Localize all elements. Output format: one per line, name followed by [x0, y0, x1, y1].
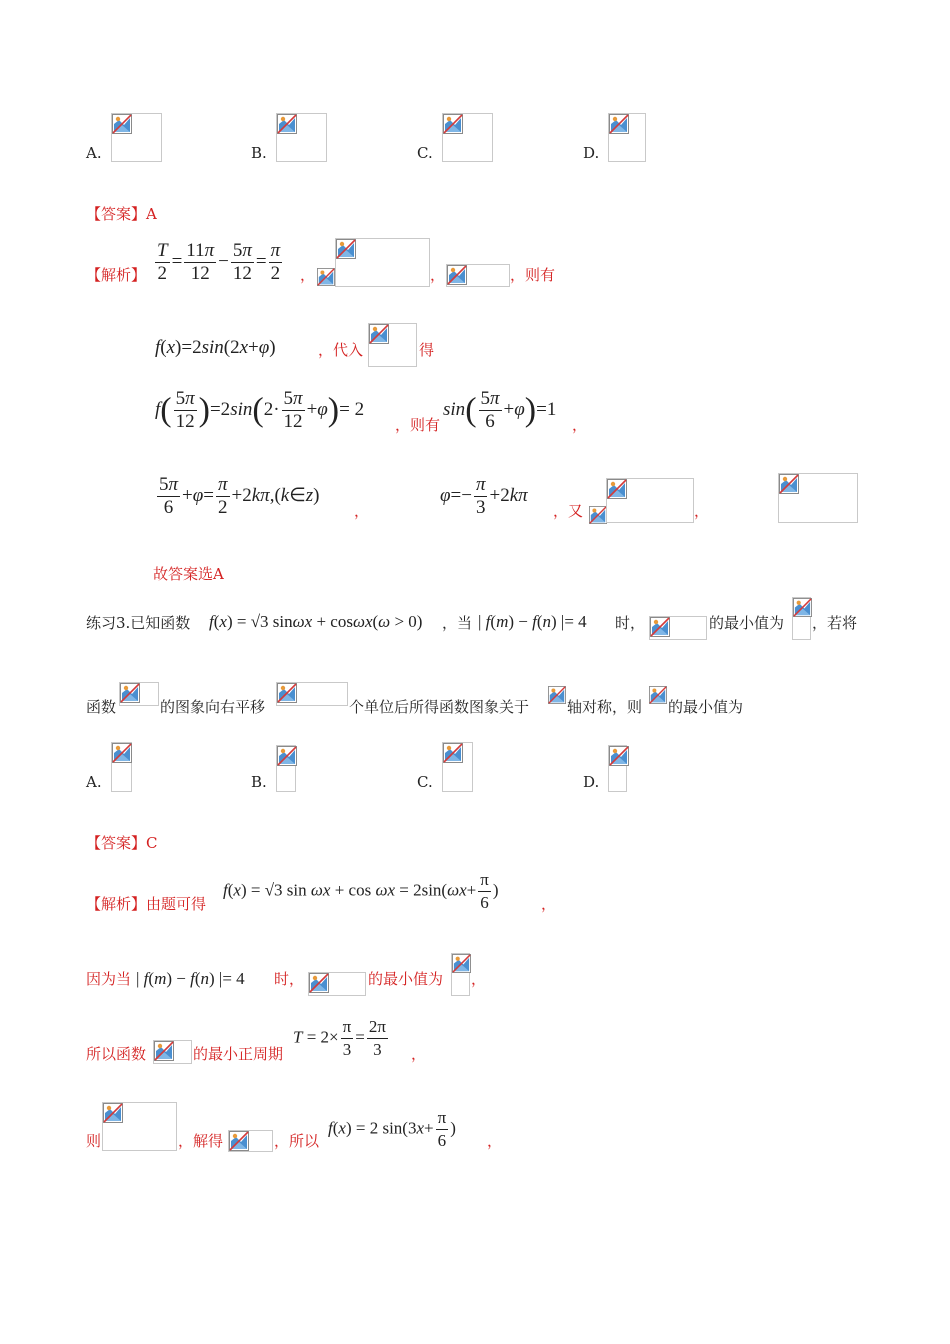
broken-image-icon	[277, 746, 297, 766]
option-b-image	[276, 113, 327, 162]
broken-image-icon	[154, 1041, 174, 1061]
comma-5: ，	[694, 502, 710, 520]
q3-analysis-shi: 时，	[274, 970, 305, 988]
option-b-label: B.	[251, 144, 267, 162]
q3-analysis-min-value: 的最小值为	[368, 970, 444, 988]
q3-shi: 时，	[615, 614, 646, 632]
broken-image-icon	[443, 743, 463, 763]
broken-image-icon	[277, 114, 297, 134]
broken-image-icon	[336, 239, 356, 259]
because-when: 因为当	[86, 970, 132, 988]
q3-hanshu: 函数	[86, 698, 117, 716]
then-have-2: ，则有	[395, 416, 441, 434]
broken-image-icon	[452, 954, 471, 973]
q3-min-value: 的最小值为	[709, 614, 785, 632]
option-a-label: A.	[86, 144, 102, 162]
q3-analysis-line	[86, 895, 206, 913]
broken-image-icon	[650, 617, 670, 637]
formula-image	[102, 1102, 177, 1151]
formula-image	[792, 597, 811, 640]
formula-sin-5pi-6: sin( $\frac{5\pi}{6}$ +φ)=1	[443, 388, 557, 432]
formula-q3-diff-2: | f(m) − f(n) |= 4	[136, 969, 245, 988]
broken-image-icon	[607, 479, 627, 499]
q3-option-c-image	[442, 742, 473, 792]
formula-image	[153, 1040, 192, 1064]
formula-image	[446, 264, 510, 287]
formula-image	[308, 972, 366, 996]
formula-image	[778, 473, 858, 523]
broken-image-icon	[112, 114, 132, 134]
q3-option-a-label: A.	[86, 773, 102, 791]
formula-image	[451, 953, 470, 996]
comma-2: ，	[430, 266, 446, 284]
option-c-image	[442, 113, 493, 162]
analysis-tag: 【解析】	[86, 266, 147, 284]
q3-title: 练习3.已知函数	[86, 614, 191, 632]
formula-image	[368, 323, 417, 367]
answer-value: C	[146, 834, 158, 852]
q3-option-d-label: D.	[583, 773, 600, 791]
formula-image	[649, 616, 707, 640]
broken-image-icon	[120, 683, 140, 703]
min-period: 的最小正周期	[193, 1045, 284, 1063]
q3-axis-sym: 轴对称，则	[567, 698, 643, 716]
then-have: ，则有	[510, 266, 556, 284]
comma-6: ，	[541, 895, 557, 913]
broken-image-icon	[317, 268, 335, 286]
formula-q3-fx: f(x) = √3 sinωx + cosωx(ω > 0)	[209, 612, 423, 631]
comma-9: ，	[487, 1132, 503, 1150]
comma-3: ，	[572, 416, 588, 434]
comma-4: ，	[354, 502, 370, 520]
broken-image-icon	[369, 324, 389, 344]
formula-period: T = 2× $\frac{\pi}{3}$ = $\frac{2\pi}{3}$	[293, 1017, 386, 1059]
option-c-label: C.	[417, 144, 433, 162]
q3-answer-line	[86, 834, 158, 852]
formula-image	[276, 682, 348, 706]
formula-f-5pi-12: f( $\frac{5\pi}{12}$ )=2sin(2· $\frac{5\pi}{12}$ +φ)= 2	[155, 388, 365, 432]
also-text: ，又	[553, 502, 584, 520]
q3-option-c-label: C.	[417, 773, 433, 791]
broken-image-icon	[548, 686, 566, 704]
q3-units-after: 个单位后所得函数图象关于	[349, 698, 530, 716]
answer-line	[86, 205, 157, 223]
broken-image-icon	[103, 1103, 123, 1123]
q3-option-b-image	[276, 745, 296, 792]
q3-min-value-2: 的最小值为	[668, 698, 744, 716]
comma-8: ，	[411, 1045, 427, 1063]
q3-when: ，当	[442, 614, 473, 632]
answer-tag: 【答案】	[86, 205, 147, 223]
suoyi-text: ，所以	[274, 1132, 320, 1150]
formula-phi-general: $\frac{5\pi}{6}$ +φ= $\frac{\pi}{2}$ +2kπ,(k∈z)	[159, 474, 320, 518]
broken-image-icon	[589, 506, 607, 524]
formula-q3-transform: f(x) = √3 sin ωx + cos ωx = 2sin(ωx+ $\frac{\pi}{6}$ )	[223, 870, 499, 912]
option-d-image	[608, 113, 646, 162]
jiede-text: ，解得	[178, 1132, 224, 1150]
broken-image-icon	[609, 114, 629, 134]
formula-phi-solution: φ=− $\frac{\pi}{3}$ +2kπ	[440, 474, 528, 518]
analysis-lead: 由题可得	[146, 895, 207, 913]
formula-image	[606, 478, 694, 523]
option-a-image	[111, 113, 162, 162]
answer-tag: 【答案】	[86, 834, 147, 852]
formula-image	[335, 238, 430, 287]
answer-value: A	[146, 205, 157, 223]
so-fn: 所以函数	[86, 1045, 147, 1063]
broken-image-icon	[443, 114, 463, 134]
broken-image-icon	[793, 598, 812, 617]
formula-q3-diff: | f(m) − f(n) |= 4	[478, 612, 587, 631]
broken-image-icon	[649, 686, 667, 704]
comma-1: ，	[300, 266, 316, 284]
substitute-text: ，代入	[318, 341, 364, 359]
broken-image-icon	[447, 265, 467, 285]
option-d-label: D.	[583, 144, 600, 162]
formula-half-period: $\frac{T}{2}$ = $\frac{11\pi}{12}$ − $\frac{5\pi}{12}$ = $\frac{\pi}{2}$	[157, 240, 281, 284]
conclusion-text: 故答案选A	[153, 565, 224, 583]
broken-image-icon	[609, 746, 629, 766]
broken-image-icon	[112, 743, 132, 763]
broken-image-icon	[277, 683, 297, 703]
q3-option-b-label: B.	[251, 773, 267, 791]
q3-image-shift: 的图象向右平移	[160, 698, 266, 716]
ze-text: 则	[86, 1132, 102, 1150]
q3-ruo-jiang: ，若将	[812, 614, 858, 632]
broken-image-icon	[779, 474, 799, 494]
get-text: 得	[419, 341, 435, 359]
comma-7: ，	[471, 970, 487, 988]
q3-option-d-image	[608, 745, 627, 792]
analysis-tag: 【解析】	[86, 895, 147, 913]
broken-image-icon	[229, 1131, 249, 1151]
formula-image	[119, 682, 159, 706]
formula-fx: f(x)=2sin(2x+φ)	[155, 337, 276, 358]
formula-q3-final: f(x) = 2 sin(3x+ $\frac{\pi}{6}$ )	[328, 1108, 456, 1150]
formula-image	[228, 1130, 273, 1152]
broken-image-icon	[309, 973, 329, 993]
q3-option-a-image	[111, 742, 132, 792]
